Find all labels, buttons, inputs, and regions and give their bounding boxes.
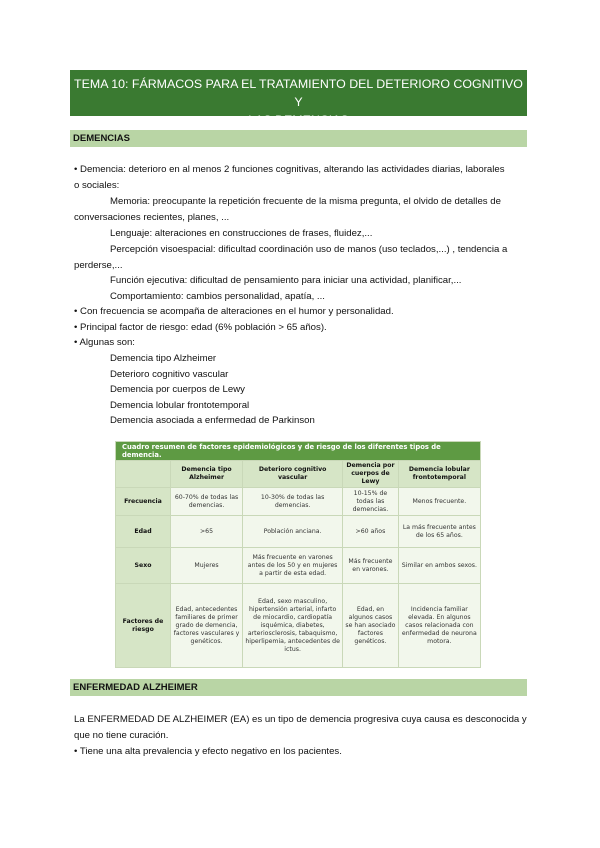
memoria-line-1: Memoria: preocupante la repetición frecuente de la misma pregunta, el olvido de detalles de xyxy=(110,196,501,207)
table-cell: 60-70% de todas las demencias. xyxy=(171,488,243,516)
comportamiento-line: Comportamiento: cambios personalidad, apatía, ... xyxy=(110,291,325,302)
percepcion-line-2: perderse,... xyxy=(74,260,123,271)
percepcion-line-1: Percepción visoespacial: dificultad coordinación uso de manos (uso teclados,...) , tendencia a xyxy=(110,244,508,255)
dementia-type-item: Demencia por cuerpos de Lewy xyxy=(110,384,245,395)
table-cell: Más frecuente en varones. xyxy=(343,548,399,584)
dementia-type-item: Demencia lobular frontotemporal xyxy=(110,400,250,411)
alzheimer-bullet-prevalencia: • Tiene una alta prevalencia y efecto negativo en los pacientes. xyxy=(74,746,342,757)
table-header-cell: Demencia por cuerpos de Lewy xyxy=(343,461,399,488)
table-cell: Edad, antecedentes familiares de primer grado de demencia, factores vasculares y genéticos. xyxy=(171,584,243,668)
title-line-2: LAS DEMENCIAS xyxy=(248,113,349,127)
table-header-cell xyxy=(116,461,171,488)
table-header-cell: Deterioro cognitivo vascular xyxy=(243,461,343,488)
table-header-cell: Demencia lobular frontotemporal xyxy=(398,461,480,488)
bullet-humor: • Con frecuencia se acompaña de alteraciones en el humor y personalidad. xyxy=(74,306,394,317)
alzheimer-paragraph-line-2: que no tiene curación. xyxy=(74,730,169,741)
table-cell: Población anciana. xyxy=(243,516,343,548)
table-cell: Más frecuente en varones antes de los 50 y en mujeres a partir de esta edad. xyxy=(243,548,343,584)
bullet-algunas: • Algunas son: xyxy=(74,337,135,348)
row-label-factores-riesgo: Factores de riesgo xyxy=(116,584,171,668)
row-label-sexo: Sexo xyxy=(116,548,171,584)
section-heading-alzheimer: ENFERMEDAD ALZHEIMER xyxy=(70,679,527,696)
table-cell: Similar en ambos sexos. xyxy=(398,548,480,584)
section-heading-demencias: DEMENCIAS xyxy=(70,130,527,147)
bullet-factor-riesgo: • Principal factor de riesgo: edad (6% población > 65 años). xyxy=(74,322,327,333)
row-label-frecuencia: Frecuencia xyxy=(116,488,171,516)
row-label-edad: Edad xyxy=(116,516,171,548)
table-cell: >65 xyxy=(171,516,243,548)
funcion-ejecutiva-line: Función ejecutiva: dificultad de pensamiento para iniciar una actividad, planificar,... xyxy=(110,275,462,286)
dementia-summary-table xyxy=(115,441,481,668)
dementia-type-item: Deterioro cognitivo vascular xyxy=(110,369,229,380)
table-row xyxy=(116,584,481,668)
dementia-type-item: Demencia tipo Alzheimer xyxy=(110,353,217,364)
alzheimer-paragraph-line-1: La ENFERMEDAD DE ALZHEIMER (EA) es un tipo de demencia progresiva cuya causa es desconocida y xyxy=(74,714,527,725)
table-header-cell: Demencia tipo Alzheimer xyxy=(171,461,243,488)
table-cell: Mujeres xyxy=(171,548,243,584)
lenguaje-line: Lenguaje: alteraciones en construcciones de frases, fluidez,... xyxy=(110,228,373,239)
document-title xyxy=(70,70,527,127)
table-cell: Edad, en algunos casos se han asociado factores genéticos. xyxy=(343,584,399,668)
table-cell: La más frecuente antes de los 65 años. xyxy=(398,516,480,548)
paragraph-demencia-line-2: o sociales: xyxy=(74,180,120,191)
table-cell: 10-30% de todas las demencias. xyxy=(243,488,343,516)
dementia-type-item: Demencia asociada a enfermedad de Parkinson xyxy=(110,415,315,426)
table-cell: Menos frecuente. xyxy=(398,488,480,516)
memoria-line-2: conversaciones recientes, planes, ... xyxy=(74,212,230,223)
table-row xyxy=(116,548,481,584)
table-cell: >60 años xyxy=(343,516,399,548)
title-line-1: TEMA 10: FÁRMACOS PARA EL TRATAMIENTO DEL DETERIORO COGNITIVO Y xyxy=(74,77,523,109)
table-row xyxy=(116,516,481,548)
table-cell: Incidencia familiar elevada. En algunos casos relacionada con enfermedad de neurona motora. xyxy=(398,584,480,668)
paragraph-demencia-line-1: • Demencia: deterioro en al menos 2 funciones cognitivas, alterando las actividades diarias, laborales xyxy=(74,164,505,175)
table-caption: Cuadro resumen de factores epidemiológicos y de riesgo de los diferentes tipos de demencia. xyxy=(116,442,481,461)
table-row xyxy=(116,488,481,516)
table-cell: Edad, sexo masculino, hipertensión arterial, infarto de miocardio, cardiopatía isquémica, diabetes, arteriosclerosis, tabaquismo, hiperlipemia, antecedentes de ictus. xyxy=(243,584,343,668)
table-cell: 10-15% de todas las demencias. xyxy=(343,488,399,516)
